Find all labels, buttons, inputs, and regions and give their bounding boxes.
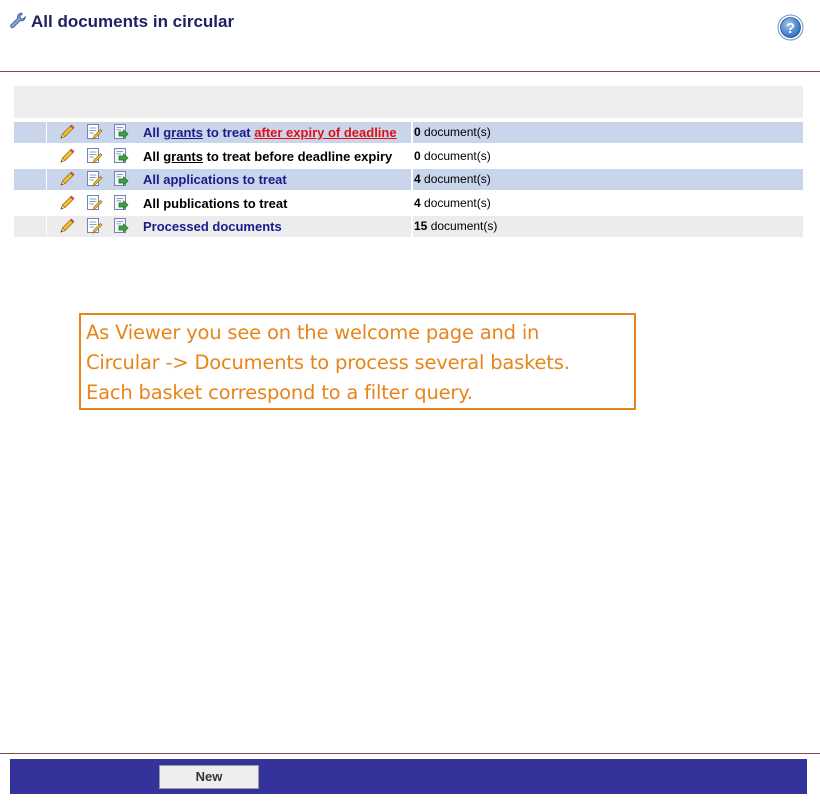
row-actions xyxy=(47,193,140,214)
export-icon[interactable] xyxy=(112,123,130,141)
basket-row-processed[interactable] xyxy=(14,216,803,237)
basket-label[interactable]: All publications to treat xyxy=(143,195,288,211)
footer-bar xyxy=(10,759,807,794)
callout-line: As Viewer you see on the welcome page and in xyxy=(86,321,540,344)
label-text: to treat xyxy=(202,125,255,140)
basket-label[interactable]: Processed documents xyxy=(143,219,282,234)
grants-link[interactable]: grants xyxy=(163,148,203,164)
pencil-icon[interactable] xyxy=(58,147,76,165)
basket-row-grants-after-deadline[interactable] xyxy=(14,122,803,143)
row-select-cell[interactable] xyxy=(14,193,46,214)
edit-document-icon[interactable] xyxy=(85,123,103,141)
new-button[interactable]: New xyxy=(159,765,259,789)
help-icon[interactable] xyxy=(777,14,804,41)
row-select-cell[interactable] xyxy=(14,146,46,167)
pencil-icon[interactable] xyxy=(58,123,76,141)
label-text: to treat before deadline expiry xyxy=(202,148,393,164)
count-suffix: document(s) xyxy=(420,148,491,163)
row-actions xyxy=(47,216,140,237)
count-suffix: document(s) xyxy=(420,172,491,186)
export-icon[interactable] xyxy=(112,147,130,165)
export-icon[interactable] xyxy=(112,170,130,188)
pencil-icon[interactable] xyxy=(58,170,76,188)
basket-list xyxy=(14,122,803,240)
count-value: 0 xyxy=(414,125,421,139)
edit-document-icon[interactable] xyxy=(85,194,103,212)
basket-row-grants-before-deadline[interactable] xyxy=(14,146,803,167)
edit-document-icon[interactable] xyxy=(85,170,103,188)
svg-text:?: ? xyxy=(785,19,796,37)
page-title: All documents in circular xyxy=(31,12,235,31)
cell-separator xyxy=(411,169,413,190)
callout-line: Circular -> Documents to process several baskets. xyxy=(86,351,570,374)
row-select-cell[interactable] xyxy=(14,122,46,143)
info-callout xyxy=(79,313,636,410)
document-count xyxy=(414,169,491,190)
grants-link[interactable]: grants xyxy=(163,125,203,140)
label-text: All xyxy=(143,125,164,140)
page-header xyxy=(0,0,820,72)
count-value: 0 xyxy=(414,148,421,163)
edit-document-icon[interactable] xyxy=(85,147,103,165)
count-suffix: document(s) xyxy=(427,219,498,233)
row-select-cell[interactable] xyxy=(14,169,46,190)
export-icon[interactable] xyxy=(112,194,130,212)
export-icon[interactable] xyxy=(112,217,130,235)
basket-row-applications[interactable] xyxy=(14,169,803,190)
count-value: 4 xyxy=(414,195,421,210)
wrench-icon xyxy=(8,11,28,31)
edit-document-icon[interactable] xyxy=(85,217,103,235)
callout-line: Each basket correspond to a filter query. xyxy=(86,381,473,404)
pencil-icon[interactable] xyxy=(58,194,76,212)
row-actions xyxy=(47,146,140,167)
row-actions xyxy=(47,169,140,190)
cell-separator xyxy=(411,216,413,237)
basket-label[interactable] xyxy=(143,122,411,143)
count-suffix: document(s) xyxy=(420,125,491,139)
basket-row-publications[interactable] xyxy=(14,193,803,214)
row-actions xyxy=(47,122,140,143)
label-text: All xyxy=(143,148,164,164)
table-toolbar xyxy=(14,86,803,118)
count-value: 15 xyxy=(414,219,428,233)
pencil-icon[interactable] xyxy=(58,217,76,235)
document-count xyxy=(414,193,491,214)
document-count xyxy=(414,122,491,143)
row-select-cell[interactable] xyxy=(14,216,46,237)
header-divider xyxy=(0,71,820,72)
count-value: 4 xyxy=(414,172,421,186)
basket-label[interactable]: All applications to treat xyxy=(143,172,287,187)
count-suffix: document(s) xyxy=(420,195,491,210)
basket-label[interactable] xyxy=(143,146,411,167)
footer-divider xyxy=(0,753,820,754)
cell-separator xyxy=(411,122,413,143)
document-count xyxy=(414,146,491,167)
document-count xyxy=(414,216,497,237)
deadline-link[interactable]: after expiry of deadline xyxy=(254,125,397,140)
